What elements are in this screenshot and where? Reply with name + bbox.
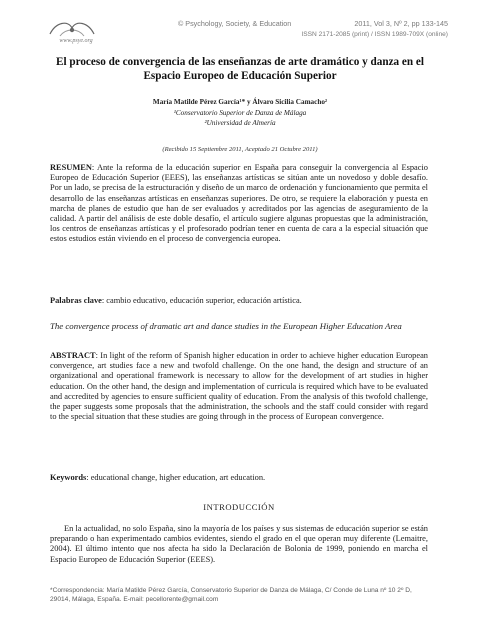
- section-heading: INTRODUCCIÓN: [203, 502, 275, 512]
- palabras-clave-text: : cambio educativo, educación superior, educación artística.: [101, 296, 302, 305]
- volume-info: 2011, Vol 3, Nº 2, pp 133-145: [354, 19, 448, 28]
- article-title: El proceso de convergencia de las enseñanzas de arte dramático y danza en el Espacio Europeo de Educación Superior: [55, 56, 424, 82]
- site-url: www.psye.org: [59, 38, 93, 44]
- affiliation-1: ¹Conservatorio Superior de Danza de Málaga: [173, 108, 307, 117]
- journal-name: © Psychology, Society, & Education: [178, 19, 292, 28]
- affiliation-2: ²Universidad de Almería: [204, 119, 276, 127]
- palabras-clave: [50, 296, 428, 306]
- keywords: [50, 473, 428, 483]
- abstract-paragraph: [50, 351, 428, 422]
- palabras-clave-label: Palabras clave: [50, 296, 102, 305]
- abstract-label: ABSTRACT: [50, 351, 96, 360]
- resumen-text: : Ante la reforma de la educación superior en España para conseguir la convergencia al Espacio Europeo de Educación Superior (EEES), las enseñanzas artísticas se sitúan ante un novedoso y doble desafío. Por un lado, se precisa de la estructuración y diseño de un marco de ordenación y funcionamiento que permita el desarrollo de las enseñanzas artísticas en enseñanzas superiores. De otro, se requiere la elaboración y puesta en marcha de planes de estudio que han de ser evaluados y acreditados por las agencias de aseguramiento de la calidad. A partir del análisis de este doble desafío, el artículo sugiere algunas propuestas que la administración, los centros de enseñanzas artísticas y el profesorado podrían tener en cuenta de cara a la especial situación que estos estudios están viviendo en el proceso de convergencia europea.: [50, 163, 428, 244]
- issn-info: ISSN 2171-2085 (print) / ISSN 1989-709X (online): [301, 31, 448, 38]
- author-block: [50, 97, 430, 129]
- journal-logo: [46, 18, 98, 40]
- keywords-label: Keywords: [50, 473, 87, 482]
- correspondence-footnote: *Correspondencia: María Matilde Pérez García, Conservatorio Superior de Danza de Málaga, C/ Conde de Luna nº 10 2º D, 29014, Málaga, España. E-mail: pecellorente@gmail.com: [50, 587, 412, 603]
- intro-paragraph: En la actualidad, no solo España, sino la mayoría de los países y sus sistemas de educación superior se están preparando o han experimentado cambios evidentes, siendo el grado en el que operan muy diferente (Lemaitre, 2004). El último intento que nos afecta ha sido la Declaración de Bolonia de 1999, poniendo en marcha el Espacio Europeo de Educación Superior (EEES).: [50, 524, 428, 564]
- english-title: The convergence process of dramatic art and dance studies in the European Higher Education Area: [50, 321, 402, 331]
- resumen-label: RESUMEN: [50, 163, 92, 172]
- resumen-paragraph: [50, 163, 428, 245]
- keywords-text: : educational change, higher education, art education.: [86, 473, 266, 482]
- received-accepted-dates: (Recibido 15 Septiembre 2011, Aceptado 21 Octubre 2011): [162, 146, 318, 153]
- abstract-text: : In light of the reform of Spanish higher education in order to achieve higher education European convergence, art studies face a new and twofold challenge. On the one hand, the design and structure of an organizational and operational framework is necessary to allow for the development of art studies in higher education. On the other hand, the design and implementation of curricula is required which have to be evaluated and accredited by agencies to ensure sufficient quality of education. From the analysis of this twofold challenge, the paper suggests some proposals that the administration, the schools and the staff could consider with regard to the special situation that these studies are going through in the process of European convergence.: [50, 351, 428, 422]
- author-names: María Matilde Pérez García¹* y Álvaro Sicilia Camacho²: [152, 98, 328, 106]
- journal-header: [178, 19, 448, 38]
